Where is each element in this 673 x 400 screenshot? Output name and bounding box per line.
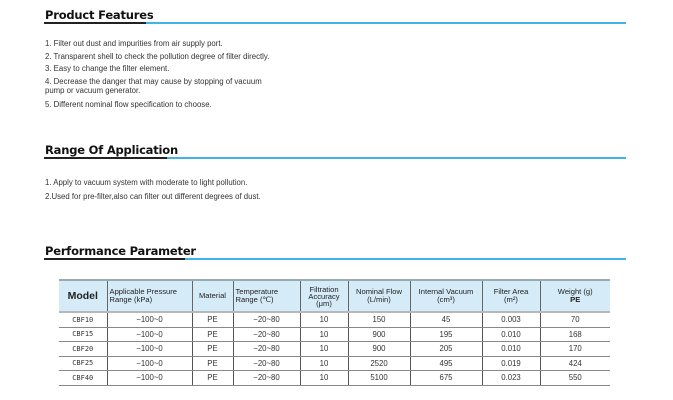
cell-model: CBF40 [59, 371, 107, 386]
cell-flow: 900 [348, 327, 410, 342]
cell-flow: 5100 [348, 371, 410, 386]
application-item: 2.Used for pre-filter,also can filter out different degrees of dust. [45, 192, 261, 201]
cell-pressure: −100~0 [107, 312, 192, 327]
application-item: 1. Apply to vacuum system with moderate to light pollution. [45, 178, 248, 187]
cell-vacuum: 45 [410, 312, 482, 327]
cell-pressure: −100~0 [107, 342, 192, 357]
cell-area: 0.019 [482, 356, 540, 371]
feature-item: 5. Different nominal flow specification to choose. [45, 99, 212, 109]
cell-pressure: −100~0 [107, 371, 192, 386]
col-header-pressure: Applicable Pressure Range (kPa) [107, 280, 192, 312]
feature-item: 2. Transparent shell to check the pollution degree of filter directly. [45, 51, 270, 61]
feature-item: 4. Decrease the danger that may cause by stopping of vacuum pump or vacuum generator. [45, 76, 262, 95]
application-list [45, 176, 261, 204]
cell-material: PE [192, 327, 233, 342]
cell-accuracy: 10 [300, 342, 348, 357]
cell-model: CBF25 [59, 356, 107, 371]
col-header-area: Filter Area (m²) [482, 280, 540, 312]
col-header-vacuum: Internal Vacuum (cm³) [410, 280, 482, 312]
cell-area: 0.010 [482, 342, 540, 357]
cell-accuracy: 10 [300, 312, 348, 327]
range-of-application-heading: Range Of Application [45, 143, 178, 157]
col-header-model: Model [59, 280, 107, 312]
cell-vacuum: 675 [410, 371, 482, 386]
cell-material: PE [192, 356, 233, 371]
cell-pressure: −100~0 [107, 327, 192, 342]
cell-material: PE [192, 342, 233, 357]
cell-material: PE [192, 371, 233, 386]
table-row [59, 356, 610, 371]
cell-area: 0.010 [482, 327, 540, 342]
cell-temperature: −20~80 [233, 327, 300, 342]
cell-weight: 424 [540, 356, 610, 371]
range-of-application-rule [44, 157, 626, 159]
performance-parameter-heading: Performance Parameter [45, 244, 196, 258]
col-header-weight: Weight (g) PE [540, 280, 610, 312]
cell-vacuum: 495 [410, 356, 482, 371]
table-row [59, 327, 610, 342]
cell-weight: 550 [540, 371, 610, 386]
product-features-list [45, 38, 269, 111]
cell-flow: 900 [348, 342, 410, 357]
performance-parameter-rule [44, 258, 626, 260]
cell-flow: 2520 [348, 356, 410, 371]
cell-area: 0.003 [482, 312, 540, 327]
cell-model: CBF20 [59, 342, 107, 357]
cell-accuracy: 10 [300, 356, 348, 371]
cell-temperature: −20~80 [233, 342, 300, 357]
table-header-row [59, 280, 610, 312]
cell-weight: 170 [540, 342, 610, 357]
col-header-filtration: Filtration Accuracy (μm) [300, 280, 348, 312]
cell-pressure: −100~0 [107, 356, 192, 371]
product-features-heading: Product Features [45, 8, 154, 22]
table-row [59, 312, 610, 327]
cell-flow: 150 [348, 312, 410, 327]
cell-weight: 70 [540, 312, 610, 327]
product-features-rule [44, 22, 626, 24]
feature-item: 1. Filter out dust and impurities from air supply port. [45, 39, 223, 48]
cell-weight: 168 [540, 327, 610, 342]
feature-item: 3. Easy to change the filter element. [45, 64, 170, 73]
cell-model: CBF15 [59, 327, 107, 342]
table-row [59, 371, 610, 386]
col-header-temperature: Temperature Range (℃) [233, 280, 300, 312]
col-header-material: Material [192, 280, 233, 312]
cell-temperature: −20~80 [233, 371, 300, 386]
cell-temperature: −20~80 [233, 312, 300, 327]
table-row [59, 342, 610, 357]
cell-material: PE [192, 312, 233, 327]
col-header-flow: Nominal Flow (L/min) [348, 280, 410, 312]
cell-model: CBF10 [59, 312, 107, 327]
cell-vacuum: 205 [410, 342, 482, 357]
cell-accuracy: 10 [300, 327, 348, 342]
cell-accuracy: 10 [300, 371, 348, 386]
cell-vacuum: 195 [410, 327, 482, 342]
cell-temperature: −20~80 [233, 356, 300, 371]
performance-table [59, 279, 610, 386]
cell-area: 0.023 [482, 371, 540, 386]
